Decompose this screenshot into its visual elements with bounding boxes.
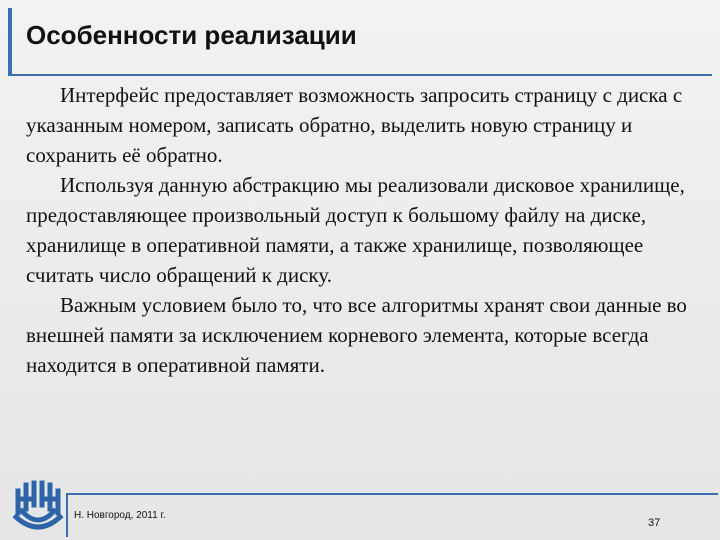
page-number: 37: [648, 517, 661, 529]
slide-title: Особенности реализации: [26, 20, 357, 50]
footer-divider: [66, 493, 718, 495]
footer-divider-vertical: [66, 493, 68, 537]
university-logo-icon: [10, 479, 66, 535]
paragraph-1: Интерфейс предоставляет возможность запросить страницу с диска с указанным номером, записать обратно, выделить новую страницу и сохранить её обратно.: [26, 83, 683, 167]
footer-location-date: Н. Новгород, 2011 г.: [74, 510, 166, 521]
paragraph-2: Используя данную абстракцию мы реализовали дисковое хранилище, предоставляющее произвольный доступ к большому файлу на диске, хранилище в оперативной памяти, а также хранилище, позволяющее считать число обращений к диску.: [26, 173, 685, 287]
paragraph-3: Важным условием было то, что все алгоритмы хранят свои данные во внешней памяти за исключением корневого элемента, которые всегда находится в оперативной памяти.: [26, 293, 687, 377]
slide-body: [26, 80, 698, 380]
